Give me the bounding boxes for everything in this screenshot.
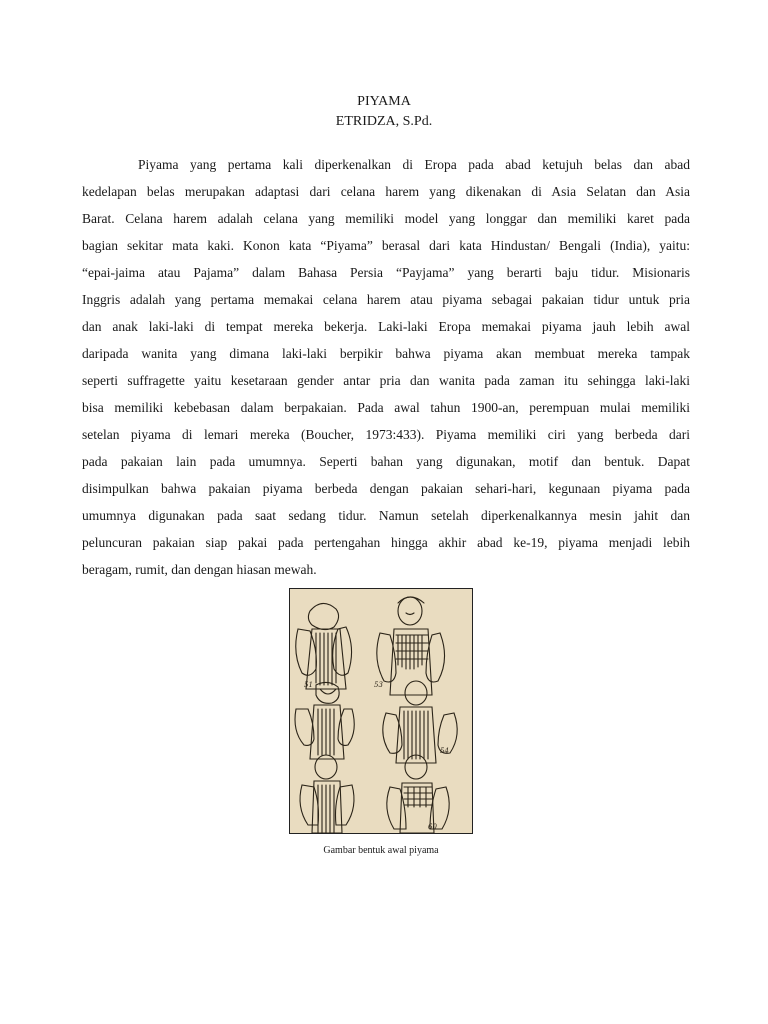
figure-number-label: 60 bbox=[428, 823, 437, 831]
paragraph-line: Piyama yang pertama kali diperkenalkan di Eropa pada abad ketujuh belas dan abad bbox=[138, 157, 690, 172]
paragraph-line: beragam, rumit, dan dengan hiasan mewah. bbox=[82, 562, 317, 577]
paragraph-line: setelan piyama di lemari mereka (Boucher, 1973:433). Piyama memiliki ciri yang berbeda dari bbox=[82, 427, 690, 442]
paragraph-line: bisa memiliki kebebasan dalam berpakaian. Pada awal tahun 1900-an, perempuan mulai memiliki bbox=[82, 400, 690, 415]
paragraph-line: umumnya digunakan pada saat sedang tidur. Namun setelah diperkenalkannya mesin jahit dan bbox=[82, 508, 690, 523]
paragraph-line: dan anak laki-laki di tempat mereka bekerja. Laki-laki Eropa memakai piyama jauh lebih awal bbox=[82, 319, 690, 334]
paragraph-line: “epai-jaima atau Pajama” dalam Bahasa Persia “Payjama” yang berarti baju tidur. Misionaris bbox=[82, 265, 690, 280]
paragraph-line: disimpulkan bahwa pakaian piyama berbeda dengan pakaian sehari-hari, kegunaan piyama pada bbox=[82, 481, 690, 496]
body-paragraph bbox=[82, 151, 690, 583]
vintage-pajama-sketch bbox=[290, 589, 472, 833]
paragraph-line: seperti suffragette yaitu kesetaraan gender antar pria dan wanita pada zaman itu sehingga laki-laki bbox=[82, 373, 690, 388]
pajama-illustration bbox=[289, 588, 473, 834]
paragraph-line: Inggris adalah yang pertama memakai celana harem atau piyama sebagai pakaian tidur untuk pria bbox=[82, 292, 690, 307]
paragraph-line: kedelapan belas merupakan adaptasi dari celana harem yang dikenakan di Asia Selatan dan Asia bbox=[82, 184, 690, 199]
paragraph-line: daripada wanita yang dimana laki-laki berpikir bahwa piyama akan membuat mereka tampak bbox=[82, 346, 690, 361]
figure-number-label: 54 bbox=[440, 747, 449, 755]
document-title: PIYAMA bbox=[357, 94, 411, 109]
figure-number-label: 53 bbox=[374, 681, 383, 689]
paragraph-line: bagian sekitar mata kaki. Konon kata “Piyama” berasal dari kata Hindustan/ Bengali (India), yaitu: bbox=[82, 238, 690, 253]
figure-number-label: 51 bbox=[304, 681, 313, 689]
paragraph-line: pada pakaian lain pada umumnya. Seperti bahan yang digunakan, motif dan bentuk. Dapat bbox=[82, 454, 690, 469]
paragraph-line: Barat. Celana harem adalah celana yang memiliki model yang longgar dan memiliki karet pada bbox=[82, 211, 690, 226]
document-author: ETRIDZA, S.Pd. bbox=[335, 114, 433, 129]
figure-caption: Gambar bentuk awal piyama bbox=[323, 845, 439, 856]
paragraph-line: peluncuran pakaian siap pakai pada pertengahan hingga akhir abad ke-19, piyama menjadi lebih bbox=[82, 535, 690, 550]
